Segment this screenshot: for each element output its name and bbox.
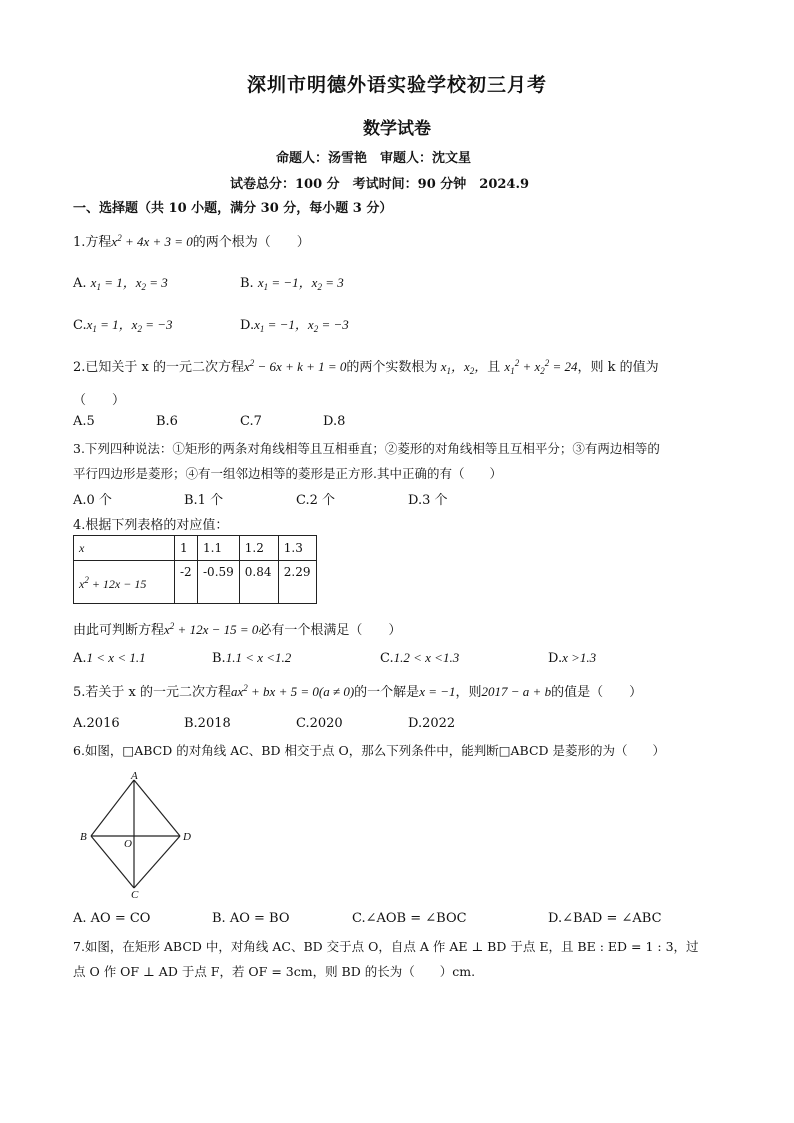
section-heading: 一、选择题（共 10 小题，满分 30 分，每小题 3 分） [73, 201, 393, 216]
q4-option-a-label: A. [73, 651, 87, 666]
q3-option-a: A.0 个 [73, 493, 112, 508]
q6-option-b: B. AO = BO [212, 911, 290, 926]
q1-option-b [240, 272, 344, 291]
q2-roots: $x_1$，$x_2$， [437, 359, 488, 376]
school-title: 深圳市明德外语实验学校初三月考 [246, 74, 547, 96]
q7-line-1: 7.如图，在矩形 ABCD 中，对角线 AC、BD 交于点 O，自点 A 作 AE ⊥ BD 于点 E，且 BE : ED = 1 : 3，过 [73, 939, 699, 954]
label-a: A [131, 770, 138, 782]
q5-expression: 2017 − a + b [481, 684, 552, 699]
q2-and: 且 [487, 360, 505, 375]
rhombus-figure [72, 770, 202, 900]
q4-option-d-math: x >1.3 [562, 650, 597, 665]
table-cell: 1.2 [239, 536, 278, 561]
q1-equation: $x^2 + 4x + 3 = 0$ [111, 233, 193, 249]
q1-option-a-math: $x_1 = 1$，$x_2 = 3$ [90, 275, 168, 292]
q4-option-b-label: B. [212, 651, 226, 666]
q2-option-d: D.8 [323, 414, 346, 429]
q4-stem: 4.根据下列表格的对应值： [73, 518, 229, 533]
table-row [74, 561, 317, 604]
side-ab [91, 780, 134, 836]
q1-suffix: 的两个根为（ ） [192, 235, 310, 250]
q5-suffix: 的值是（ ） [551, 685, 643, 700]
q6-option-c: C.∠AOB = ∠BOC [352, 911, 467, 926]
q4-option-d [548, 650, 596, 666]
q2-equation: $x^2 - 6x + k + 1 = 0$ [244, 358, 347, 374]
q5-stem [73, 681, 642, 700]
table-cell: -2 [175, 561, 198, 604]
q1-option-c-math: $x_1 = 1$，$x_2 = -3$ [86, 317, 173, 334]
q1-prefix: 1.方程 [73, 235, 112, 250]
table-cell: 0.84 [239, 561, 278, 604]
q2-option-a: A.5 [73, 414, 95, 429]
q2-prefix: 2.已知关于 x 的一元二次方程 [73, 360, 244, 375]
q5-option-c: C.2020 [296, 716, 343, 731]
side-cd [134, 836, 180, 888]
q4-equation: $x^2 + 12x - 15 = 0$ [164, 621, 259, 637]
q6-option-a: A. AO = CO [73, 911, 151, 926]
q5-mid: 的一个解是 [354, 685, 420, 700]
q2-option-b: B.6 [156, 414, 178, 429]
q1-option-b-math: $x_1 = -1$，$x_2 = 3$ [257, 275, 344, 292]
label-d: D [183, 831, 191, 843]
q1-option-c [73, 314, 173, 333]
value-table [73, 535, 317, 604]
q5-mid2: ，则 [455, 685, 482, 700]
q4-option-a [73, 650, 146, 666]
q4-conclusion [73, 619, 401, 638]
table-cell: -0.59 [198, 561, 240, 604]
q3-option-c: C.2 个 [296, 493, 336, 508]
q1-option-d-label: D. [240, 318, 255, 333]
q4-option-c-math: 1.2 < x <1.3 [393, 650, 460, 665]
q6-option-d: D.∠BAD = ∠ABC [548, 911, 662, 926]
q4-option-d-label: D. [548, 651, 563, 666]
table-row [74, 536, 317, 561]
q1-option-d-math: $x_1 = -1$，$x_2 = -3$ [254, 317, 349, 334]
q3-option-b: B.1 个 [184, 493, 224, 508]
q6-stem: 6.如图，□ABCD 的对角线 AC、BD 相交于点 O，那么下列条件中，能判断□ABCD 是菱形的为（ ） [73, 743, 666, 758]
q1-option-a [73, 272, 168, 291]
table-header-x: x [74, 536, 175, 561]
q3-line-2: 平行四边形是菱形；④有一组邻边相等的菱形是正方形.其中正确的有（ ） [73, 466, 502, 481]
table-cell: 1.1 [198, 536, 240, 561]
q5-option-a: A.2016 [73, 716, 120, 731]
q2-end: ，则 k 的值为 [577, 360, 659, 375]
q1-option-a-label: A. [73, 276, 87, 291]
q5-solution: x = −1 [419, 684, 456, 699]
q1-option-c-label: C. [73, 318, 87, 333]
q3-option-d: D.3 个 [408, 493, 448, 508]
q5-option-d: D.2022 [408, 716, 456, 731]
q2-option-c: C.7 [240, 414, 262, 429]
question-2-stem [73, 356, 659, 375]
exam-info-line: 试卷总分：100 分 考试时间：90 分钟 2024.9 [230, 177, 530, 192]
table-cell: 1 [175, 536, 198, 561]
q2-condition: $x_1^2 + x_2^2 = 24$ [504, 358, 578, 376]
q2-mid: 的两个实数根为 [346, 360, 438, 375]
table-header-expression: $x^2 + 12x - 15$ [74, 561, 175, 604]
q5-prefix: 5.若关于 x 的一元二次方程 [73, 685, 231, 700]
side-da [134, 780, 180, 836]
label-b: B [80, 831, 87, 843]
q2-paren: （ ） [73, 393, 126, 408]
q4-option-b-math: 1.1 < x <1.2 [225, 650, 292, 665]
q1-option-b-label: B. [240, 276, 254, 291]
q5-equation: $ax^2$ + bx + 5 = 0(a ≠ 0) [231, 683, 355, 699]
q4-option-c-label: C. [380, 651, 394, 666]
q4-option-c [380, 650, 459, 666]
table-cell: 2.29 [278, 561, 316, 604]
label-o: O [124, 838, 132, 850]
q4-conclusion-prefix: 由此可判断方程 [73, 623, 165, 638]
question-1-stem [73, 231, 310, 250]
paper-title: 数学试卷 [363, 119, 431, 139]
q7-line-2: 点 O 作 OF ⊥ AD 于点 F，若 OF = 3cm，则 BD 的长为（ ）cm. [73, 964, 476, 979]
q5-option-b: B.2018 [184, 716, 231, 731]
table-cell: 1.3 [278, 536, 316, 561]
authors-line: 命题人：汤雪艳 审题人：沈文星 [276, 151, 472, 166]
q4-conclusion-suffix: 必有一个根满足（ ） [258, 623, 402, 638]
q1-option-d [240, 314, 349, 333]
q4-option-b [212, 650, 291, 666]
q4-option-a-math: 1 < x < 1.1 [86, 650, 146, 665]
q3-line-1: 3.下列四种说法：①矩形的两条对角线相等且互相垂直；②菱形的对角线相等且互相平分；③有两边相等的 [73, 441, 660, 456]
label-c: C [131, 889, 139, 900]
